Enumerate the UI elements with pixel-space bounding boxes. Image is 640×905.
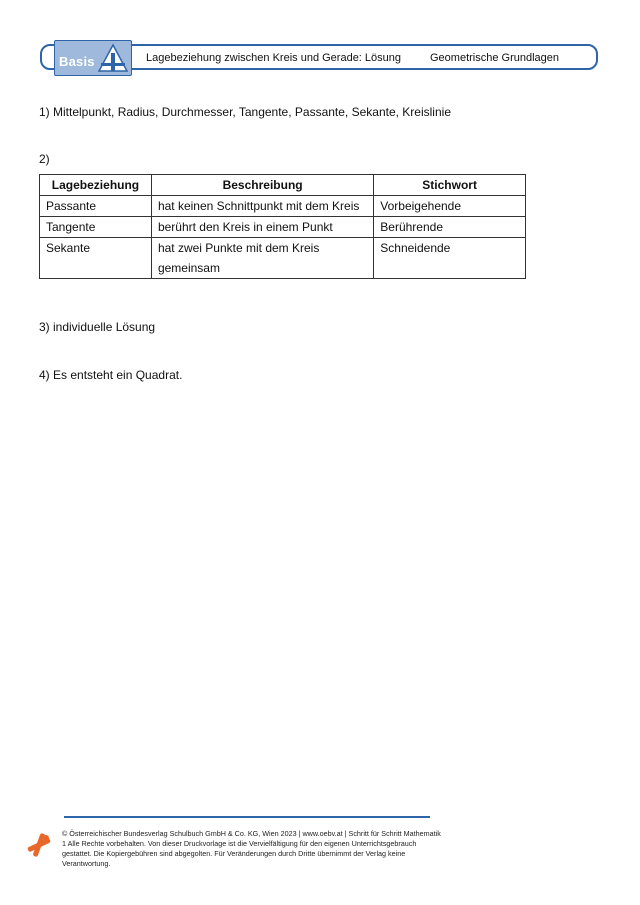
task-1-answer: 1) Mittelpunkt, Radius, Durchmesser, Tangente, Passante, Sekante, Kreislinie: [39, 105, 451, 119]
column-header: Beschreibung: [151, 175, 373, 196]
task-2-label: 2): [39, 152, 50, 166]
logo-text: Basis: [59, 54, 95, 69]
task-4-answer: 4) Es entsteht ein Quadrat.: [39, 368, 183, 382]
basis-logo: [54, 40, 132, 76]
table-row: [40, 217, 526, 238]
table-row: [40, 238, 526, 279]
table-cell: berührt den Kreis in einem Punkt: [151, 217, 373, 238]
column-header: Lagebeziehung: [40, 175, 152, 196]
table-cell: Sekante: [40, 238, 152, 279]
copyright-notice: © Österreichischer Bundesverlag Schulbuch GmbH & Co. KG, Wien 2023 | www.oebv.at | Schritt für Schritt Mathematik 1 Alle Rechte vorbehalten. Von dieser Druckvorlage ist die Vervielfältigung für den eigenen Unterrichtsgebrauch gestattet. Die Kopiergebühren sind abgegolten. Für Veränderungen durch Dritte übernimmt der Verlag keine Verantwortung.: [62, 829, 441, 868]
table-cell: Passante: [40, 196, 152, 217]
table-cell: hat keinen Schnittpunkt mit dem Kreis: [151, 196, 373, 217]
table-cell: Vorbeigehende: [374, 196, 526, 217]
publisher-logo-icon: [26, 832, 52, 858]
worksheet-topic: Geometrische Grundlagen: [430, 52, 560, 64]
column-header: Stichwort: [374, 175, 526, 196]
triangle-logo-icon: [97, 43, 129, 73]
table-cell: Berührende: [374, 217, 526, 238]
solution-table: [39, 174, 526, 279]
worksheet-title: Lagebeziehung zwischen Kreis und Gerade: Lösung: [146, 52, 402, 64]
table-cell: Schneidende: [374, 238, 526, 279]
table-row: [40, 196, 526, 217]
footer-divider: [64, 816, 430, 818]
table-header-row: [40, 175, 526, 196]
table-cell: hat zwei Punkte mit dem Kreis gemeinsam: [151, 238, 373, 279]
table-cell: Tangente: [40, 217, 152, 238]
task-3-answer: 3) individuelle Lösung: [39, 320, 156, 334]
